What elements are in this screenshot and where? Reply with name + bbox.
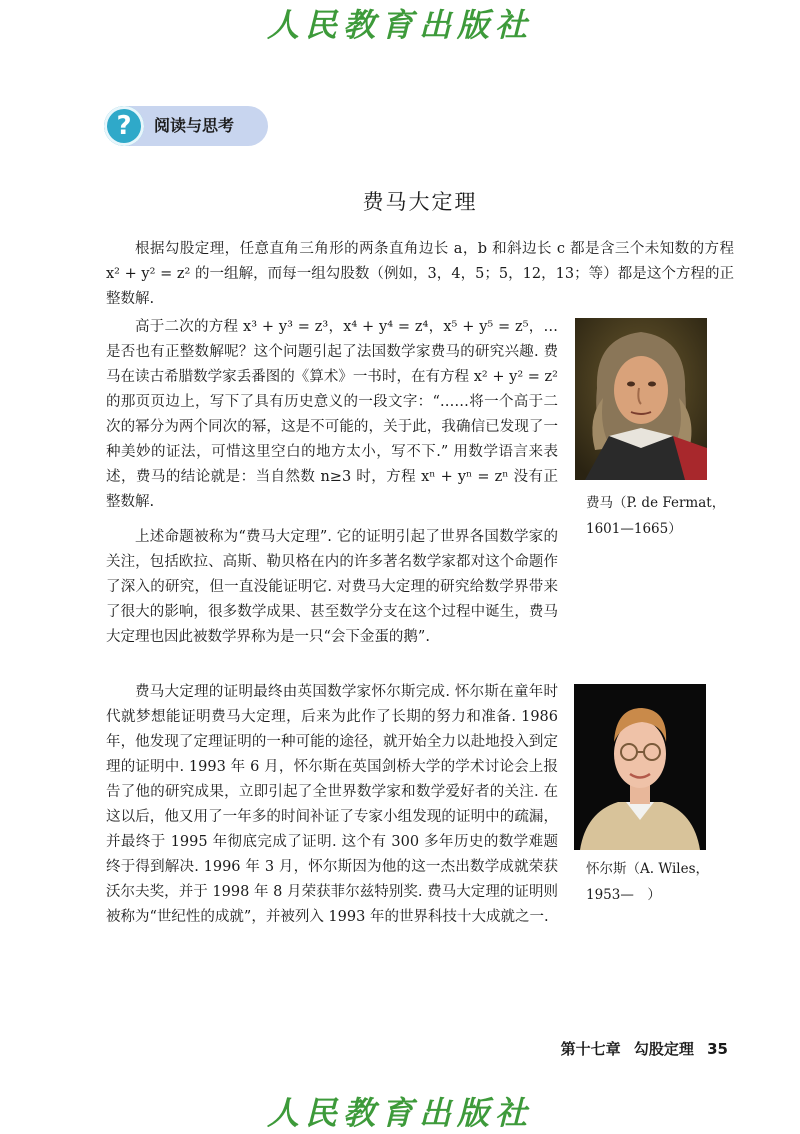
- fermat-caption-line1: 费马（P. de Fermat，: [586, 495, 726, 511]
- publisher-logo-bottom: 人民教育出版社: [266, 1094, 533, 1132]
- paragraph-history: 上述命题被称为“费马大定理”. 它的证明引起了世界各国数学家的关注，包括欧拉、高斯、勒贝格在内的许多著名数学家都对这个命题作了深入的研究，但一直没能证明它. 对费马大定理的研究给数学界带来了很大的影响，很多数学成果、甚至数学分支在这个过程中诞生，费马大定理也因此被数学界称为是一只“会下金蛋的鹅”.: [106, 529, 558, 645]
- fermat-portrait: [575, 318, 707, 480]
- page-title: 费马大定理: [362, 190, 478, 214]
- paragraph-wiles: 费马大定理的证明最终由英国数学家怀尔斯完成. 怀尔斯在童年时代就梦想能证明费马大定理，后来为此作了长期的努力和准备. 1986 年，他发现了定理证明的一种可能的途径，就开始全力以赴地投入到定理的证明中. 1993 年 6 月，怀尔斯在英国剑桥大学的学术讨论会上报告了他的研究成果，立即引起了全世界数学家和数学爱好者的关注. 在这以后，他又用了一年多的时间补证了专家小组发现的证明中的疏漏，并最终于 1995 年彻底完成了证明. 这个有 300 多年历史的数学难题终于得到解决. 1996 年 3 月，怀尔斯因为他的这一杰出数学成就荣获沃尔夫奖，并于 1998 年 8 月荣获菲尔兹特别奖. 费马大定理的证明则被称为“世纪性的成就”，并被列入 1993 年的世界科技十大成就之一.: [106, 684, 558, 925]
- footer-chapter: 第十七章: [560, 1040, 621, 1058]
- footer-chapter-title: 勾股定理: [633, 1040, 694, 1058]
- wiles-caption-line1: 怀尔斯（A. Wiles，: [586, 861, 710, 877]
- fermat-caption: [586, 490, 736, 542]
- wiles-portrait-image: [574, 684, 706, 850]
- fermat-portrait-image: [575, 318, 707, 480]
- fermat-caption-line2: 1601—1665）: [586, 521, 682, 537]
- wiles-caption: [586, 856, 736, 908]
- wiles-portrait: [574, 684, 706, 850]
- page-number: 35: [707, 1040, 728, 1058]
- wiles-caption-line2: 1953— ）: [586, 887, 661, 903]
- publisher-logo-top: 人民教育出版社: [266, 6, 533, 44]
- section-badge: [104, 106, 268, 146]
- paragraph-fermat: 高于二次的方程 x³ + y³ = z³，x⁴ + y⁴ = z⁴，x⁵ + y⁵ = z⁵，… 是否也有正整数解呢？这个问题引起了法国数学家费马的研究兴趣. 费马在读古希腊数学家丢番图的《算术》一书时，在有方程 x² + y² = z² 的那页页边上，写下了具有历史意义的一段文字：“……将一个高于二次的幂分为两个同次的幂，这是不可能的，关于此，我确信已发现了一种美妙的证法，可惜这里空白的地方太小，写不下.” 用数学语言来表述，费马的结论就是：当自然数 n≥3 时，方程 xⁿ + yⁿ = zⁿ 没有正整数解.: [106, 319, 558, 510]
- question-icon: ?: [104, 106, 144, 146]
- paragraph-intro: 根据勾股定理，任意直角三角形的两条直角边长 a，b 和斜边长 c 都是含三个未知数的方程 x² + y² = z² 的一组解，而每一组勾股数（例如，3，4，5；5，12，13；等）都是这个方程的正整数解.: [106, 241, 734, 307]
- section-label: 阅读与思考: [154, 116, 235, 135]
- page-footer: [561, 1038, 728, 1059]
